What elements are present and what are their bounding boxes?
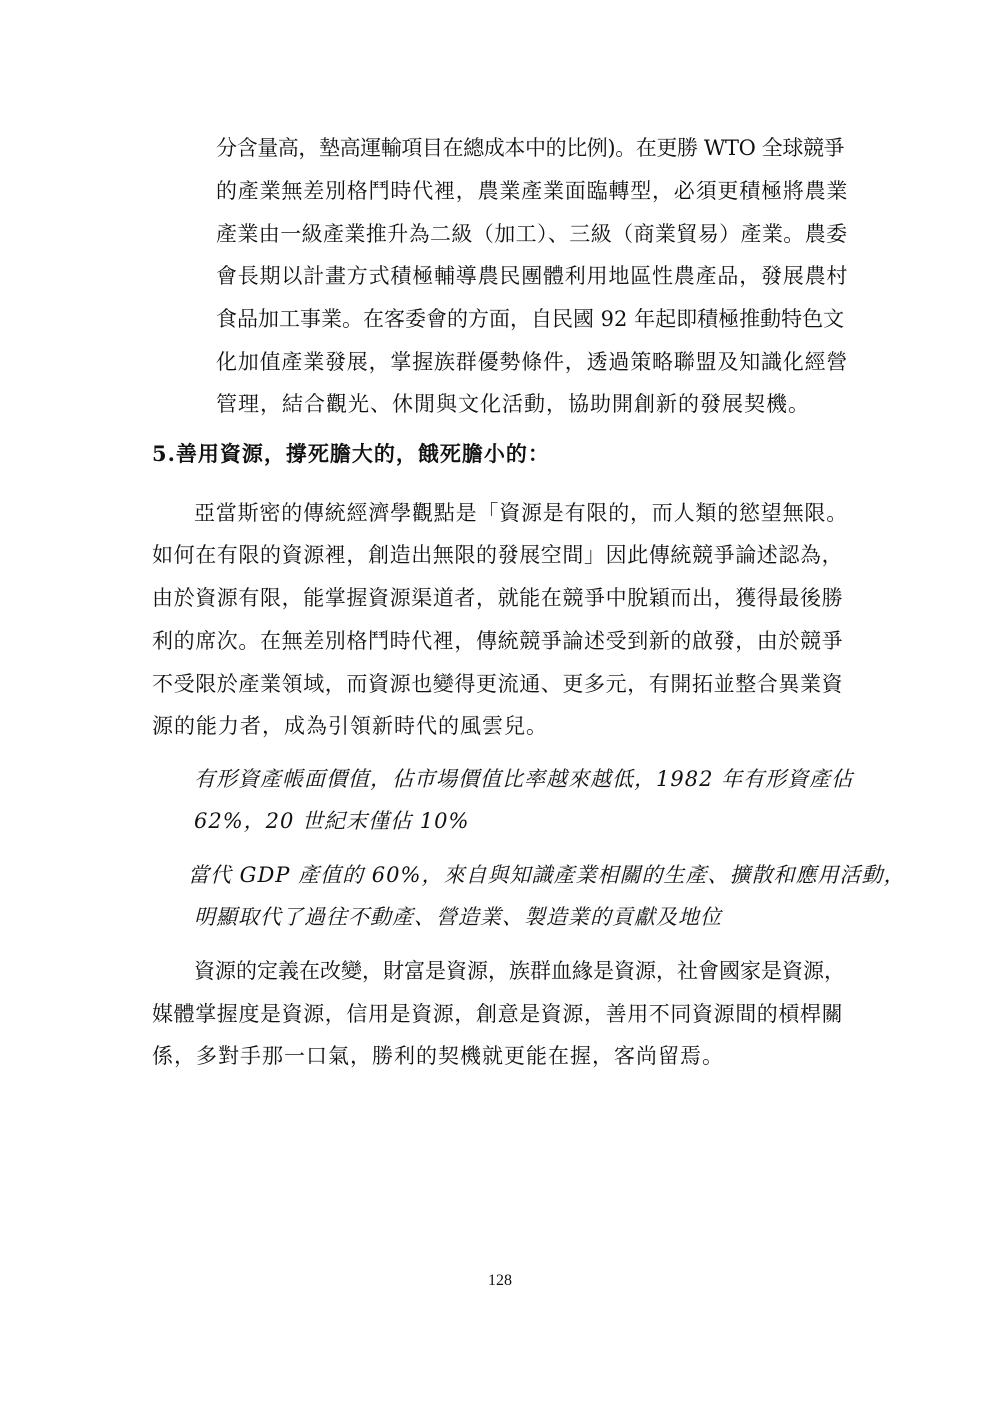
para1-line-1: 分含量高，墊高運輸項目在總成本中的比例)。在更勝 WTO 全球競爭 — [216, 136, 845, 160]
quote1-line-1: 有形資產帳面價值，佔市場價值比率越來越低，1982 年有形資產佔 — [194, 767, 854, 791]
para2-line-1: 亞當斯密的傳統經濟學觀點是「資源是有限的，而人類的慾望無限。 — [194, 501, 848, 525]
quote2-line-2: 明顯取代了過往不動產、營造業、製造業的貢獻及地位 — [194, 905, 722, 929]
section-heading: 5.善用資源，撐死膽大的，餓死膽小的： — [152, 441, 550, 466]
para1-line-4: 會長期以計畫方式積極輔導農民團體利用地區性農產品，發展農村 — [216, 264, 849, 288]
para1-line-6: 化加值產業發展，掌握族群優勢條件，透過策略聯盟及知識化經營 — [216, 350, 849, 374]
quote1-line-2: 62%，20 世紀末僅佔 10% — [194, 809, 470, 833]
para2-line-5: 不受限於產業領域，而資源也變得更流通、更多元，有開拓並整合異業資 — [152, 672, 844, 696]
para1-line-3: 產業由一級產業推升為二級（加工）、三級（商業貿易）產業。農委 — [216, 222, 848, 246]
para2-line-3: 由於資源有限，能掌握資源渠道者，就能在競爭中脫穎而出，獲得最後勝 — [152, 586, 844, 610]
para3-line-2: 媒體掌握度是資源，信用是資源，創意是資源，善用不同資源間的槓桿關 — [152, 1002, 844, 1026]
para2-line-4: 利的席次。在無差別格鬥時代裡，傳統競爭論述受到新的啟發，由於競爭 — [152, 629, 844, 653]
para2-line-6: 源的能力者，成為引領新時代的風雲兒。 — [152, 714, 548, 738]
para2-line-2: 如何在有限的資源裡，創造出無限的發展空間」因此傳統競爭論述認為， — [152, 543, 844, 567]
para3-line-1: 資源的定義在改變，財富是資源，族群血緣是資源，社會國家是資源， — [194, 959, 845, 983]
para1-line-7: 管理，結合觀光、休閒與文化活動，協助開創新的發展契機。 — [216, 392, 810, 416]
para3-line-3: 係，多對手那一口氣，勝利的契機就更能在握，客尚留焉。 — [152, 1044, 724, 1068]
para1-line-5: 食品加工事業。在客委會的方面，自民國 92 年起即積極推動特色文 — [216, 307, 845, 331]
page-number: 128 — [488, 1272, 512, 1289]
quote2-line-1: 當代 GDP 產值的 60%，來自與知識產業相關的生產、擴散和應用活動， — [188, 863, 906, 887]
para1-line-2: 的產業無差別格鬥時代裡，農業產業面臨轉型，必須更積極將農業 — [216, 179, 849, 203]
